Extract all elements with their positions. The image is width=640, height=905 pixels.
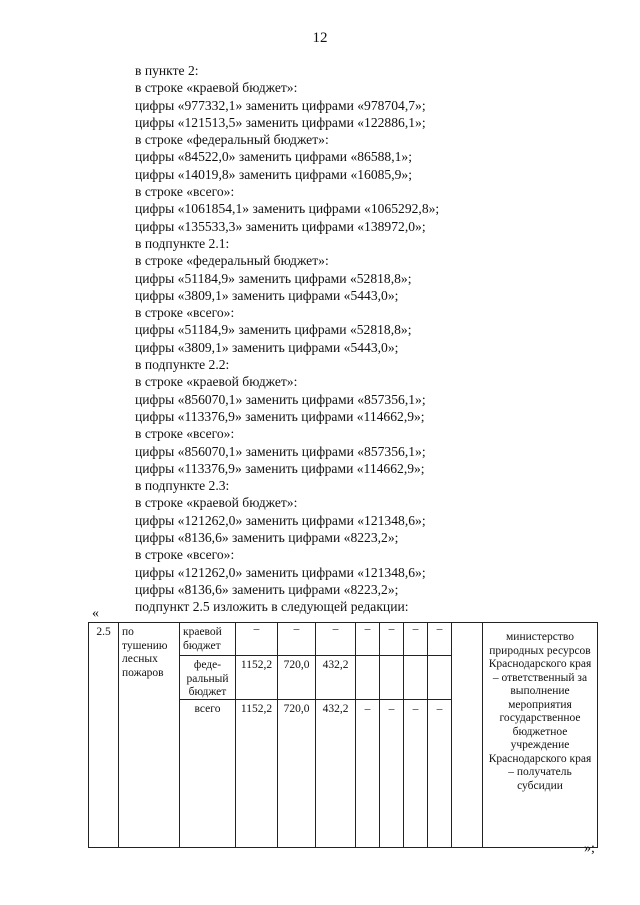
amendment-text	[135, 62, 605, 616]
text-line: в пункте 2:	[135, 63, 199, 78]
text-line: в подпункте 2.1:	[135, 235, 230, 251]
text-line: в строке «всего»:	[135, 547, 235, 563]
text-line: цифры «8136,6» заменить цифрами «8223,2»;	[135, 530, 399, 546]
text-line: цифры «1061854,1» заменить цифрами «1065292,8»;	[135, 201, 440, 217]
text-line: цифры «14019,8» заменить цифрами «16085,9»;	[135, 166, 412, 182]
value-cell: –	[235, 622, 278, 656]
text-line: цифры «856070,1» заменить цифрами «857356,1»;	[135, 391, 426, 407]
item-name-cell: по тушению лесных пожаров	[118, 622, 180, 848]
item-number-cell: 2.5	[88, 622, 119, 848]
text-line: цифры «84522,0» заменить цифрами «86588,1»;	[135, 149, 412, 165]
text-line: подпункт 2.5 изложить в следующей редакции:	[135, 599, 409, 615]
text-line: в строке «федеральный бюджет»:	[135, 132, 329, 148]
value-cell	[355, 655, 380, 700]
text-line: цифры «121262,0» заменить цифрами «121348,6»;	[135, 512, 426, 528]
page-number: 12	[312, 30, 328, 46]
text-line: в подпункте 2.2:	[135, 357, 230, 373]
value-cell: –	[315, 622, 356, 656]
value-cell: –	[379, 622, 404, 656]
closing-quote: »;	[584, 841, 595, 856]
text-line: в подпункте 2.3:	[135, 478, 230, 494]
value-cell: 1152,2	[235, 655, 278, 700]
text-line: в строке «всего»:	[135, 305, 235, 321]
value-cell	[379, 655, 404, 700]
value-cell	[403, 655, 428, 700]
source-cell: краевой бюджет	[179, 622, 236, 656]
value-cell: –	[355, 699, 380, 848]
text-line: цифры «8136,6» заменить цифрами «8223,2»;	[135, 581, 399, 597]
value-cell: –	[355, 622, 380, 656]
text-line: цифры «113376,9» заменить цифрами «114662,9»;	[135, 408, 425, 424]
program-table	[88, 622, 598, 848]
value-cell: –	[277, 622, 316, 656]
value-cell	[427, 655, 452, 700]
text-line: цифры «51184,9» заменить цифрами «52818,8»;	[135, 270, 412, 286]
source-cell: феде-ральный бюджет	[179, 655, 236, 700]
text-line: в строке «всего»:	[135, 426, 235, 442]
text-line: в строке «всего»:	[135, 184, 235, 200]
text-line: в строке «краевой бюджет»:	[135, 80, 298, 96]
value-cell: 432,2	[315, 655, 356, 700]
value-cell: 432,2	[315, 699, 356, 848]
text-line: цифры «3809,1» заменить цифрами «5443,0»;	[135, 339, 399, 355]
text-line: цифры «3809,1» заменить цифрами «5443,0»;	[135, 287, 399, 303]
value-cell: –	[427, 622, 452, 656]
responsible-cell: министерство природных ресурсов Краснодарского края – ответственный за выполнение мероприятия государственное бюджетное учреждение Краснодарского края – получатель субсидии	[482, 622, 598, 848]
text-line: цифры «135533,3» заменить цифрами «138972,0»;	[135, 218, 426, 234]
text-line: цифры «51184,9» заменить цифрами «52818,8»;	[135, 322, 412, 338]
value-cell: 720,0	[277, 655, 316, 700]
text-line: цифры «856070,1» заменить цифрами «857356,1»;	[135, 443, 426, 459]
opening-quote: «	[92, 606, 99, 621]
text-line: в строке «краевой бюджет»:	[135, 374, 298, 390]
value-cell: –	[403, 699, 428, 848]
value-cell: –	[379, 699, 404, 848]
text-line: цифры «977332,1» заменить цифрами «978704,7»;	[135, 97, 426, 113]
source-cell: всего	[179, 699, 236, 848]
text-line: цифры «121513,5» заменить цифрами «122886,1»;	[135, 114, 426, 130]
text-line: в строке «краевой бюджет»:	[135, 495, 298, 511]
text-line: цифры «121262,0» заменить цифрами «121348,6»;	[135, 564, 426, 580]
value-cell: –	[427, 699, 452, 848]
text-line: в строке «федеральный бюджет»:	[135, 253, 329, 269]
text-line: цифры «113376,9» заменить цифрами «114662,9»;	[135, 460, 425, 476]
value-cell: 1152,2	[235, 699, 278, 848]
value-cell: –	[403, 622, 428, 656]
blank-column-cell	[451, 622, 483, 848]
value-cell: 720,0	[277, 699, 316, 848]
